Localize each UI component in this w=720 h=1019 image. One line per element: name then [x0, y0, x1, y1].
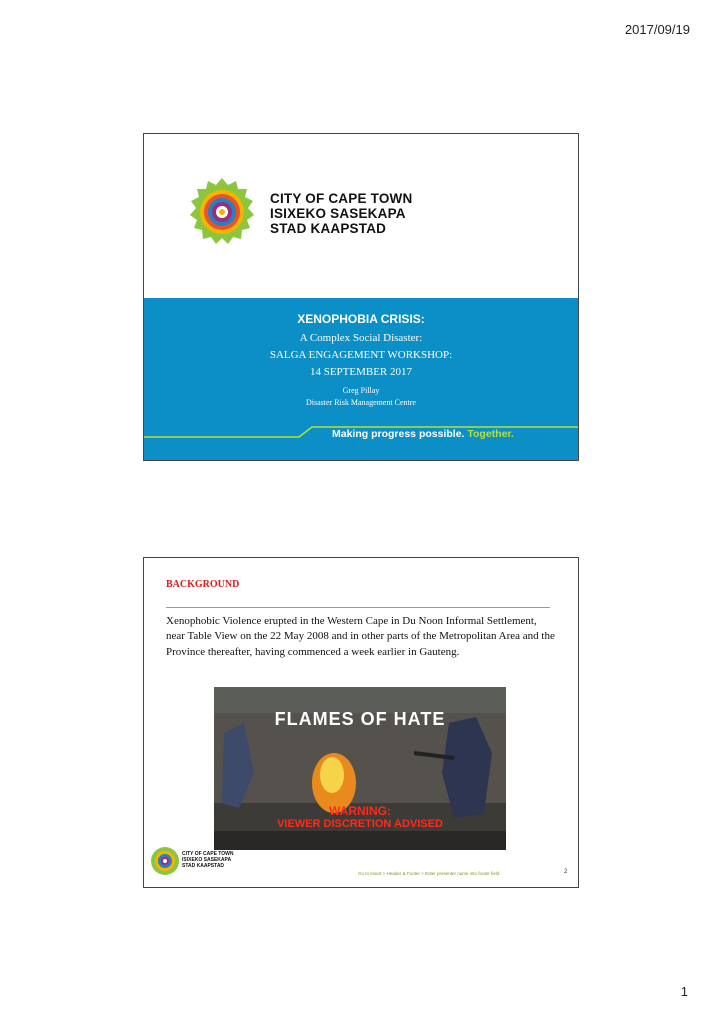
- logo-line-2: ISIXEKO SASEKAPA: [270, 206, 406, 221]
- slide-subtitle-2: SALGA ENGAGEMENT WORKSHOP:: [269, 349, 453, 361]
- image-caption-title: FLAMES OF HATE: [274, 709, 446, 729]
- news-photo: [214, 687, 506, 850]
- small-logo-line-3: STAD KAAPSTAD: [182, 863, 225, 869]
- presenter-name: Greg Pillay: [342, 386, 380, 395]
- slide-subtitle-1: A Complex Social Disaster:: [299, 332, 423, 344]
- small-city-logo-icon: [150, 846, 180, 876]
- tagline-main: Making progress possible.: [332, 428, 465, 440]
- tagline-accent: Together.: [467, 428, 514, 440]
- logo-line-3: STAD KAAPSTAD: [270, 221, 387, 236]
- small-logo-line-2: ISIXEKO SASEKAPA: [182, 857, 232, 863]
- image-warning-2: VIEWER DISCRETION ADVISED: [277, 818, 443, 830]
- image-warning-1: WARNING:: [329, 804, 391, 818]
- small-logo-text: [182, 851, 233, 869]
- title-band: [144, 298, 578, 460]
- page-number: 1: [680, 984, 688, 999]
- presenter-department: Disaster Risk Management Centre: [306, 398, 416, 407]
- title-slide: [143, 133, 579, 461]
- slide-subtitle-3: 14 SEPTEMBER 2017: [309, 366, 413, 378]
- small-logo-line-1: CITY OF CAPE TOWN: [182, 851, 234, 857]
- body-paragraph: Xenophobic Violence erupted in the Western Cape in Du Noon Informal Settlement, near Table View on the 22 May 2008 and in other parts of the Metropolitan Area and the Province thereafter, having commenced a week earlier in Gauteng.: [166, 615, 555, 658]
- city-logo-text: [270, 191, 412, 236]
- slide-number: 2: [564, 869, 568, 875]
- city-logo-icon: [188, 178, 256, 246]
- footer-note: Go to Insert > Header & Footer > Enter presenter name into footer field: [358, 871, 500, 876]
- background-slide: [143, 557, 579, 888]
- page-date: 2017/09/19: [624, 22, 690, 37]
- section-heading: BACKGROUND: [166, 579, 240, 590]
- divider: [166, 607, 550, 608]
- tagline: [332, 428, 514, 440]
- slide-title: XENOPHOBIA CRISIS:: [297, 312, 425, 326]
- logo-line-1: CITY OF CAPE TOWN: [270, 191, 413, 206]
